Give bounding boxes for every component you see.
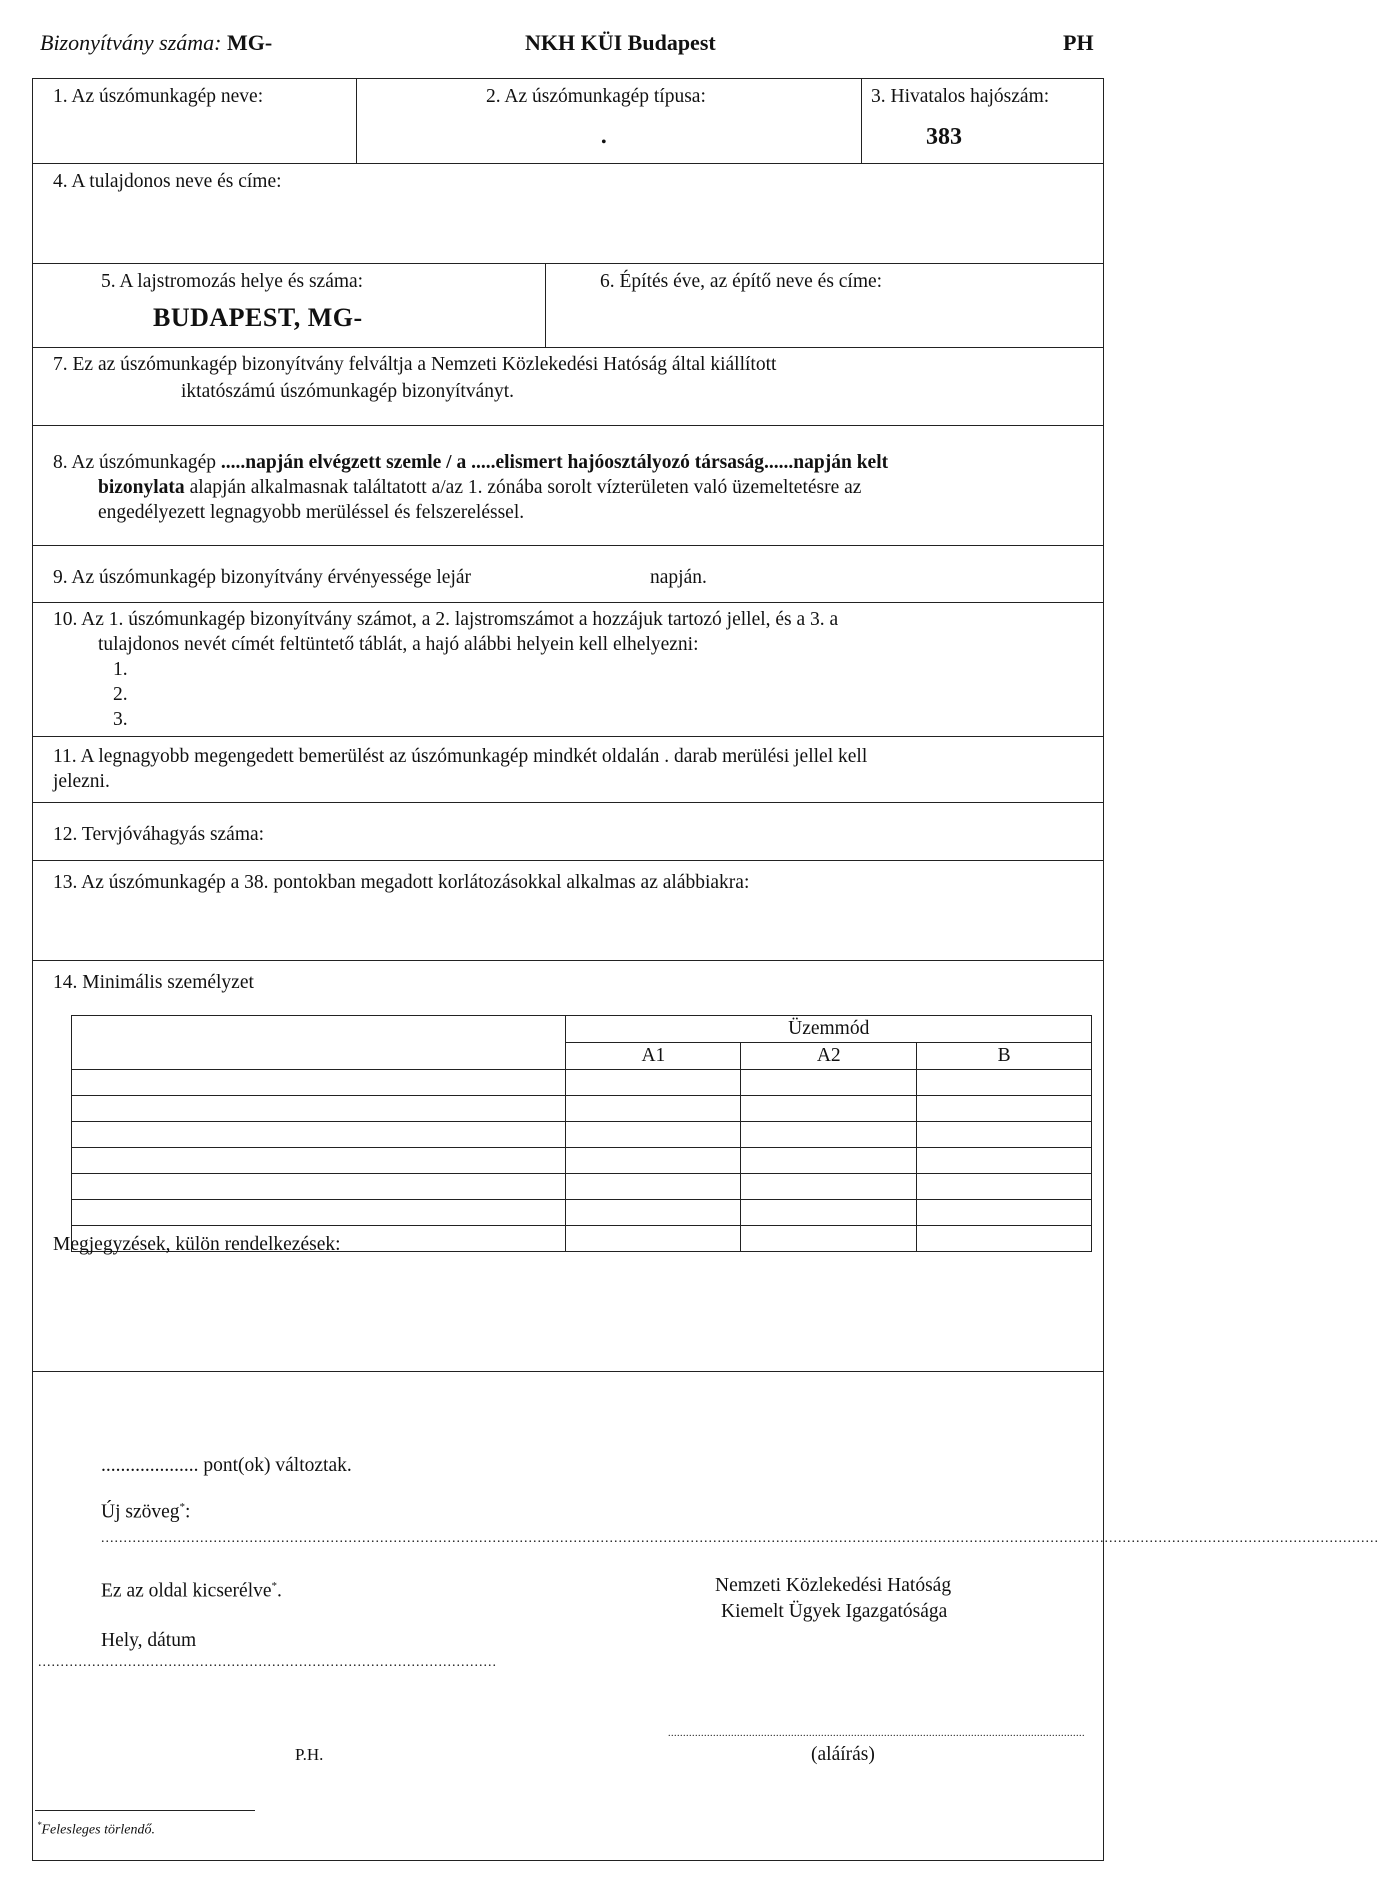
- inspection-line1-bold: .....napján elvégzett szemle / a .....elismert hajóosztályozó társaság......napján kelt: [220, 452, 889, 473]
- draught-line1: 11. A legnagyobb megengedett bemerülést az úszómunkagép mindkét oldalán . darab merülési jellel kell: [53, 746, 868, 767]
- plates-item-2: 2.: [113, 684, 128, 705]
- section-7: [33, 348, 1103, 426]
- column-header: A1: [566, 1043, 741, 1070]
- org-line2: Kiemelt Ügyek Igazgatósága: [721, 1601, 948, 1622]
- plates-item-3: 3.: [113, 709, 128, 730]
- build-label: 6. Építés éve, az építő neve és címe:: [600, 271, 883, 292]
- table-row: [72, 1174, 1092, 1200]
- signature-dotted-line: ...........................................................................................................................................: [668, 1728, 1085, 1739]
- crew-table: [71, 1015, 1092, 1252]
- new-text-asterisk: *: [179, 1501, 186, 1513]
- page-replaced-dot: .: [277, 1580, 282, 1602]
- table-cell: [566, 1070, 741, 1096]
- section-14: [33, 961, 1103, 1372]
- inspection-line1: [53, 451, 888, 475]
- section-4: [33, 164, 1103, 264]
- table-cell: [72, 1122, 566, 1148]
- divider: [861, 79, 862, 163]
- design-approval-label: 12. Tervjóváhagyás száma:: [53, 824, 265, 845]
- table-cell: [741, 1122, 917, 1148]
- table-cell: [566, 1174, 741, 1200]
- org-line1: Nemzeti Közlekedési Hatóság: [715, 1575, 952, 1596]
- validity-label: 9. Az úszómunkagép bizonyítvány érvényessége lejár: [53, 567, 472, 588]
- footnote-asterisk: *: [37, 1820, 42, 1830]
- table-cell: [741, 1070, 917, 1096]
- table-cell: [72, 1148, 566, 1174]
- table-cell: [741, 1226, 917, 1252]
- draught-line2: jelezni.: [53, 771, 110, 792]
- divider: [356, 79, 357, 163]
- ship-type-label: 2. Az úszómunkagép típusa:: [486, 86, 706, 107]
- crew-label: 14. Minimális személyzet: [53, 972, 254, 993]
- place-date-label: Hely, dátum: [101, 1630, 197, 1651]
- table-cell: [917, 1070, 1092, 1096]
- table-cell: [917, 1226, 1092, 1252]
- table-row: [72, 1122, 1092, 1148]
- validity-suffix: napján.: [650, 567, 707, 588]
- table-cell: [917, 1122, 1092, 1148]
- table-cell: [72, 1096, 566, 1122]
- section-13: [33, 861, 1103, 961]
- table-cell: [741, 1096, 917, 1122]
- footnote: [37, 1813, 155, 1843]
- new-text-colon: :: [185, 1501, 191, 1523]
- inspection-line3: engedélyezett legnagyobb merüléssel és felszereléssel.: [98, 502, 525, 523]
- table-row: [72, 1096, 1092, 1122]
- section-8: [33, 426, 1103, 546]
- owner-label: 4. A tulajdonos neve és címe:: [53, 171, 282, 192]
- table-cell: [566, 1122, 741, 1148]
- footnote-text: Felesleges törlendő.: [41, 1822, 156, 1838]
- column-header: A2: [741, 1043, 917, 1070]
- certificate-form: [32, 78, 1379, 1861]
- table-cell: [917, 1174, 1092, 1200]
- ph-mark: PH: [1063, 30, 1094, 55]
- table-cell: [566, 1200, 741, 1226]
- registration-value: BUDAPEST, MG-: [153, 303, 363, 332]
- new-text-word: Új szöveg: [101, 1501, 180, 1523]
- replaces-line1: 7. Ez az úszómunkagép bizonyítvány felváltja a Nemzeti Közlekedési Hatóság által kiállított: [53, 354, 777, 375]
- table-cell: [72, 1200, 566, 1226]
- table-row: [72, 1070, 1092, 1096]
- authority-name: NKH KÜI Budapest: [525, 30, 716, 55]
- place-date-dotted-line: ......................................................................................................: [38, 1655, 497, 1670]
- inspection-line2: [98, 476, 861, 500]
- new-text-dotted-line: ............................................................................................................................................................................................................................................................................................: [101, 1531, 1379, 1546]
- plates-line1: 10. Az 1. úszómunkagép bizonyítvány számot, a 2. lajstromszámot a hozzájuk tartozó jellel, és a 3. a: [53, 609, 839, 630]
- table-cell: [741, 1148, 917, 1174]
- official-number-label: 3. Hivatalos hajószám:: [871, 86, 1050, 107]
- divider: [545, 264, 546, 347]
- new-text-label: [101, 1495, 190, 1525]
- section-5-6: [33, 264, 1103, 348]
- table-cell: [917, 1096, 1092, 1122]
- table-cell: [72, 1174, 566, 1200]
- mode-header: Üzemmód: [566, 1016, 1092, 1043]
- replaces-line2: iktatószámú úszómunkagép bizonyítványt.: [181, 381, 515, 402]
- inspection-line2-text: alapján alkalmasnak találtatott a/az 1. zónába sorolt vízterületen való üzemeltetésre az: [184, 477, 862, 498]
- certificate-number: [40, 30, 272, 56]
- table-row: [72, 1200, 1092, 1226]
- changed-points: [101, 1454, 352, 1478]
- section-1-3: [33, 79, 1103, 164]
- inspection-line2-bold: bizonylata: [98, 477, 185, 498]
- page-replaced-asterisk: *: [271, 1580, 278, 1592]
- official-number-value: 383: [926, 124, 962, 150]
- table-cell: [741, 1200, 917, 1226]
- notes-label: Megjegyzések, külön rendelkezések:: [53, 1234, 341, 1255]
- table-cell: [566, 1226, 741, 1252]
- table-cell: [917, 1200, 1092, 1226]
- certificate-number-value: MG-: [226, 30, 273, 55]
- section-10: [33, 603, 1103, 737]
- column-header: B: [917, 1043, 1092, 1070]
- changed-points-dots: ....................: [101, 1455, 199, 1476]
- section-9: [33, 546, 1103, 603]
- crew-table-corner: [72, 1016, 566, 1070]
- table-cell: [566, 1096, 741, 1122]
- page-replaced-label: [101, 1574, 282, 1604]
- signature-label: (aláírás): [811, 1744, 875, 1765]
- table-cell: [566, 1148, 741, 1174]
- inspection-line1-text: 8. Az úszómunkagép: [53, 452, 221, 473]
- certificate-number-label: Bizonyítvány száma:: [40, 30, 222, 55]
- changed-points-text: pont(ok) változtak.: [198, 1455, 352, 1476]
- table-cell: [917, 1148, 1092, 1174]
- plates-item-1: 1.: [113, 659, 128, 680]
- footnote-rule: [35, 1810, 255, 1811]
- registration-label: 5. A lajstromozás helye és száma:: [101, 271, 364, 292]
- section-11: [33, 737, 1103, 803]
- usage-label: 13. Az úszómunkagép a 38. pontokban megadott korlátozásokkal alkalmas az alábbiakra:: [53, 872, 750, 893]
- ship-name-label: 1. Az úszómunkagép neve:: [53, 86, 264, 107]
- plates-line2: tulajdonos nevét címét feltüntető táblát, a hajó alábbi helyein kell elhelyezni:: [98, 634, 699, 655]
- page-replaced-word: Ez az oldal kicserélve: [101, 1580, 272, 1602]
- ship-type-value: •: [601, 134, 607, 151]
- seal-mark: P.H.: [295, 1745, 324, 1764]
- table-row: [72, 1148, 1092, 1174]
- crew-table-group-row: [72, 1016, 1092, 1043]
- table-cell: [741, 1174, 917, 1200]
- section-12: [33, 803, 1103, 861]
- table-cell: [72, 1070, 566, 1096]
